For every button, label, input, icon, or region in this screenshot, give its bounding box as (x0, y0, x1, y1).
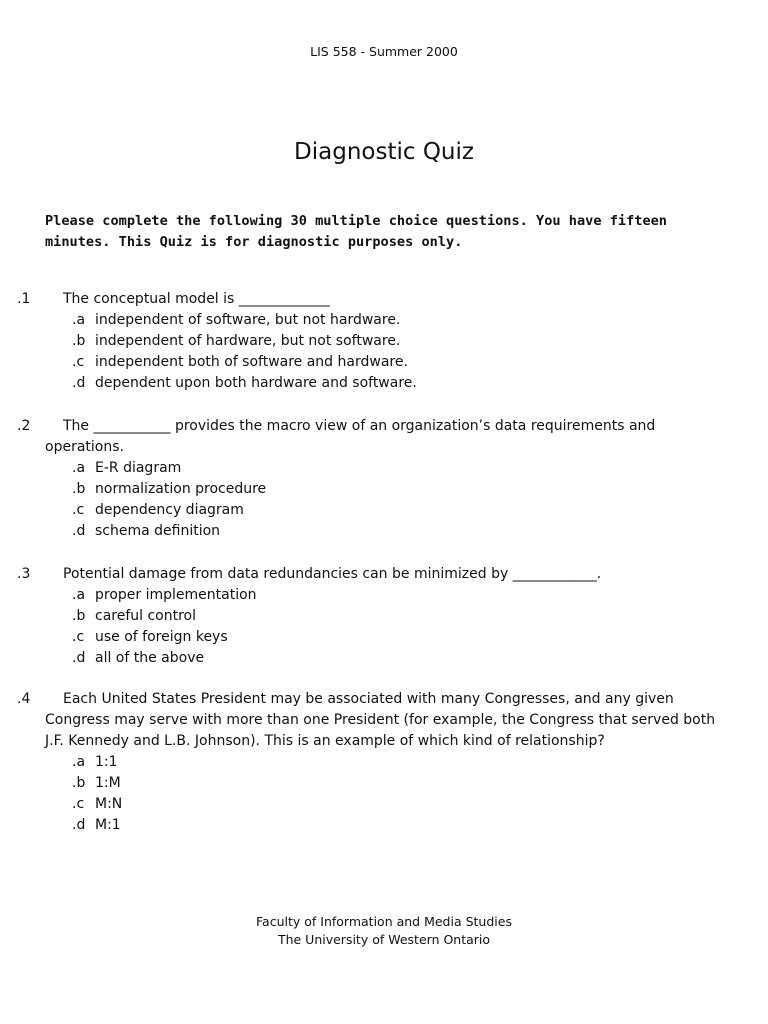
option-text: E-R diagram (95, 460, 182, 476)
option-letter: .d (72, 523, 86, 539)
option-text: independent both of software and hardware. (95, 354, 408, 370)
option-letter: .a (72, 754, 86, 770)
question-number: .4 (17, 691, 31, 707)
option-list (0, 585, 720, 669)
option-c (0, 627, 720, 648)
option-letter: .b (72, 608, 86, 624)
option-list (0, 752, 720, 836)
option-a (0, 458, 720, 479)
option-a (0, 752, 720, 773)
option-letter: .c (72, 629, 85, 645)
option-letter: .b (72, 775, 86, 791)
option-a (0, 310, 720, 331)
option-text: proper implementation (95, 587, 257, 603)
option-text: use of foreign keys (95, 629, 228, 645)
option-b (0, 479, 720, 500)
option-text: 1:M (95, 775, 121, 791)
option-text: careful control (95, 608, 197, 624)
question-text: Potential damage from data redundancies can be minimized by ____________. (63, 566, 602, 582)
option-d (0, 648, 720, 669)
footer-faculty: Faculty of Information and Media Studies (256, 914, 512, 929)
question-2 (0, 416, 720, 542)
option-text: normalization procedure (95, 481, 267, 497)
footer-university: The University of Western Ontario (277, 932, 491, 947)
option-c (0, 794, 720, 815)
option-text: M:1 (95, 817, 121, 833)
option-c (0, 500, 720, 521)
option-letter: .c (72, 502, 85, 518)
instructions: Please complete the following 30 multiple choice questions. You have fifteen minutes. This Quiz is for diagnostic purposes only. (45, 213, 667, 250)
option-letter: .a (72, 587, 86, 603)
option-letter: .c (72, 354, 85, 370)
option-letter: .d (72, 375, 86, 391)
question-3 (0, 564, 720, 669)
option-d (0, 373, 720, 394)
question-text: The conceptual model is _____________ (63, 291, 330, 307)
option-letter: .d (72, 650, 86, 666)
option-letter: .a (72, 460, 86, 476)
option-text: 1:1 (95, 754, 118, 770)
question-1 (0, 289, 720, 394)
question-text: The ___________ provides the macro view of an organization’s data requirements and operations. (45, 418, 656, 455)
option-list (0, 310, 720, 394)
page-title: Diagnostic Quiz (294, 139, 474, 165)
option-letter: .a (72, 312, 86, 328)
option-text: dependent upon both hardware and software. (95, 375, 417, 391)
option-text: dependency diagram (95, 502, 244, 518)
question-4 (0, 689, 720, 836)
question-number: .1 (17, 291, 31, 307)
option-c (0, 352, 720, 373)
option-letter: .b (72, 333, 86, 349)
option-letter: .d (72, 817, 86, 833)
question-text: Each United States President may be associated with many Congresses, and any given Congress may serve with more than one President (for example, the Congress that served both J.F. Kennedy and L.B. Johnson). This is an example of which kind of relationship? (45, 691, 716, 749)
option-text: independent of hardware, but not software. (95, 333, 401, 349)
option-text: independent of software, but not hardware. (95, 312, 401, 328)
option-text: M:N (95, 796, 123, 812)
option-text: schema definition (95, 523, 221, 539)
course-header: LIS 558 - Summer 2000 (310, 44, 458, 59)
option-letter: .b (72, 481, 86, 497)
option-list (0, 458, 720, 542)
option-text: all of the above (95, 650, 205, 666)
option-b (0, 331, 720, 352)
question-number: .3 (17, 566, 31, 582)
option-b (0, 773, 720, 794)
option-b (0, 606, 720, 627)
option-d (0, 521, 720, 542)
option-letter: .c (72, 796, 85, 812)
question-number: .2 (17, 418, 31, 434)
page-footer (0, 913, 768, 949)
option-d (0, 815, 720, 836)
option-a (0, 585, 720, 606)
